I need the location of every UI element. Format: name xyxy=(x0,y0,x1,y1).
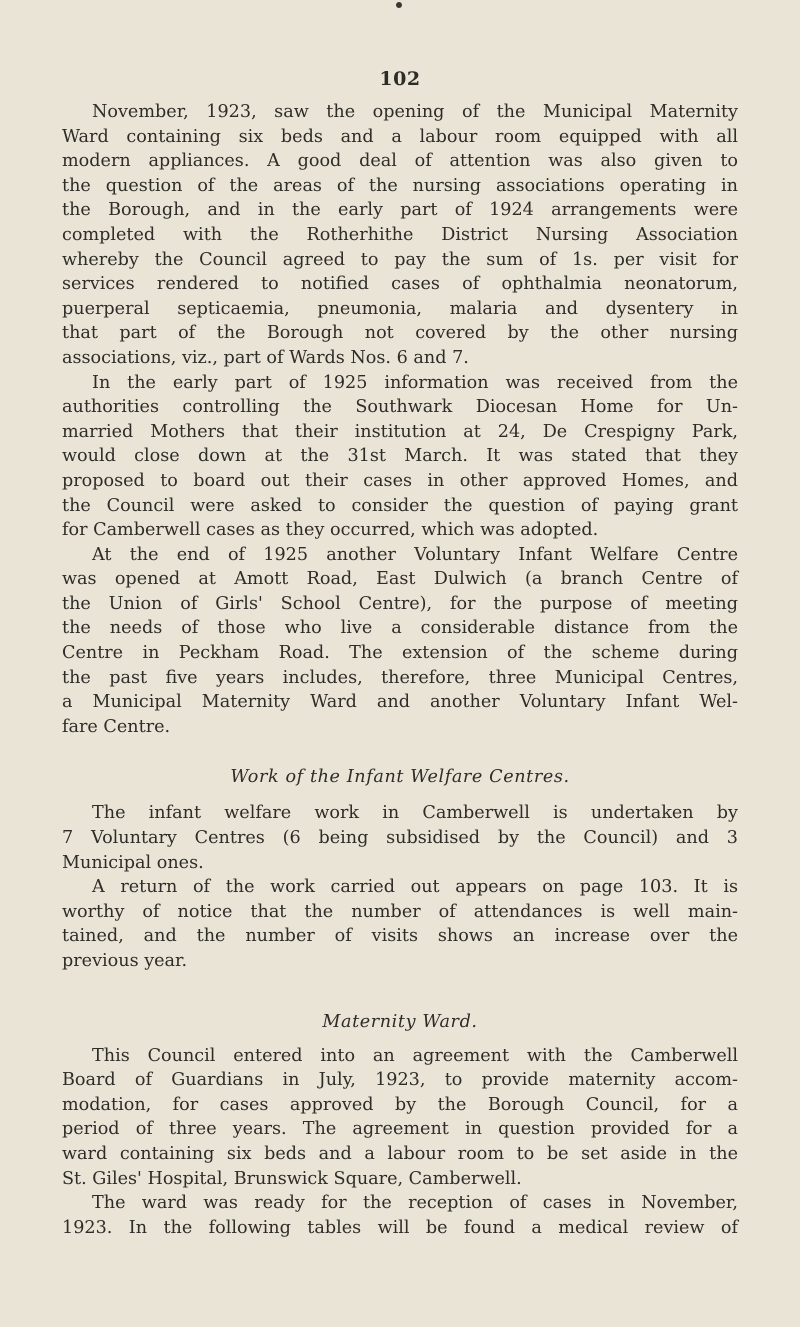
body-text xyxy=(62,100,738,1240)
paragraph-ward-ready xyxy=(62,1191,738,1240)
text-line: fare Centre. xyxy=(62,716,171,737)
text-line: proposed to board out their cases in other approved Homes, and xyxy=(62,470,738,491)
paragraph-new-centre xyxy=(62,543,738,740)
text-line: November, 1923, saw the opening of the Municipal Maternity xyxy=(92,102,738,122)
text-line: At the end of 1925 another Voluntary Infant Welfare Centre xyxy=(92,544,738,565)
text-line: This Council entered into an agreement with the Camberwell xyxy=(92,1045,738,1066)
text-line: the needs of those who live a considerable distance from the xyxy=(62,618,738,639)
text-line: whereby the Council agreed to pay the sum of 1s. per visit for xyxy=(62,249,738,270)
text-line: Centre in Peckham Road. The extension of the scheme during xyxy=(62,643,738,664)
text-line: was opened at Amott Road, East Dulwich (a branch Centre of xyxy=(62,569,738,590)
text-line: In the early part of 1925 information was received from the xyxy=(92,372,738,393)
text-line: Ward containing six beds and a labour room equipped with all xyxy=(62,126,738,147)
paragraph-maternity-ward-opening xyxy=(62,100,738,371)
text-line: the Council were asked to consider the question of paying grant xyxy=(62,495,738,516)
text-line: the question of the areas of the nursing associations operating in xyxy=(62,175,738,196)
text-line: the Borough, and in the early part of 1924 arrangements were xyxy=(62,200,738,221)
text-line: services rendered to notified cases of ophthalmia neonatorum, xyxy=(62,274,738,295)
text-line: 7 Voluntary Centres (6 being subsidised by the Council) and 3 xyxy=(62,828,738,849)
page-number: 102 xyxy=(379,68,421,90)
text-line: puerperal septicaemia, pneumonia, malaria and dysentery in xyxy=(62,298,738,319)
text-line: worthy of notice that the number of attendances is well main- xyxy=(62,901,738,922)
text-line: period of three years. The agreement in question provided for a xyxy=(62,1119,738,1140)
text-line: St. Giles' Hospital, Brunswick Square, Camberwell. xyxy=(62,1168,522,1189)
text-line: The ward was ready for the reception of cases in November, xyxy=(92,1193,738,1214)
section-heading-infant-welfare: Work of the Infant Welfare Centres. xyxy=(230,767,570,788)
paragraph-guardians-agreement xyxy=(62,1044,738,1192)
section-heading-maternity-ward: Maternity Ward. xyxy=(322,1011,478,1032)
text-line: that part of the Borough not covered by the other nursing xyxy=(62,323,738,344)
text-line: Board of Guardians in July, 1923, to provide maternity accom- xyxy=(62,1070,738,1091)
paragraph-welfare-work xyxy=(62,801,738,875)
text-line: married Mothers that their institution at 24, De Crespigny Park, xyxy=(62,421,738,442)
text-line: would close down at the 31st March. It was stated that they xyxy=(62,446,738,467)
text-line: for Camberwell cases as they occurred, which was adopted. xyxy=(62,520,599,541)
text-line: Municipal ones. xyxy=(62,852,204,873)
text-line: modation, for cases approved by the Borough Council, for a xyxy=(62,1094,738,1115)
text-line: associations, viz., part of Wards Nos. 6 and 7. xyxy=(62,347,469,368)
ink-speck xyxy=(396,2,402,8)
text-line: ward containing six beds and a labour room to be set aside in the xyxy=(62,1143,738,1164)
text-line: modern appliances. A good deal of attention was also given to xyxy=(62,151,738,172)
text-line: a Municipal Maternity Ward and another Voluntary Infant Wel- xyxy=(62,692,738,713)
paragraph-work-return xyxy=(62,875,738,973)
text-line: tained, and the number of visits shows an increase over the xyxy=(62,926,738,947)
text-line: A return of the work carried out appears on page 103. It is xyxy=(92,877,738,898)
text-line: 1923. In the following tables will be found a medical review of xyxy=(62,1217,738,1238)
text-line: the Union of Girls' School Centre), for the purpose of meeting xyxy=(62,593,738,614)
text-line: completed with the Rotherhithe District Nursing Association xyxy=(62,224,738,245)
paragraph-diocesan-home xyxy=(62,371,738,543)
text-line: The infant welfare work in Camberwell is undertaken by xyxy=(92,803,738,824)
text-line: previous year. xyxy=(62,951,188,971)
text-line: authorities controlling the Southwark Diocesan Home for Un- xyxy=(62,397,738,418)
text-line: the past five years includes, therefore, three Municipal Centres, xyxy=(62,667,738,688)
